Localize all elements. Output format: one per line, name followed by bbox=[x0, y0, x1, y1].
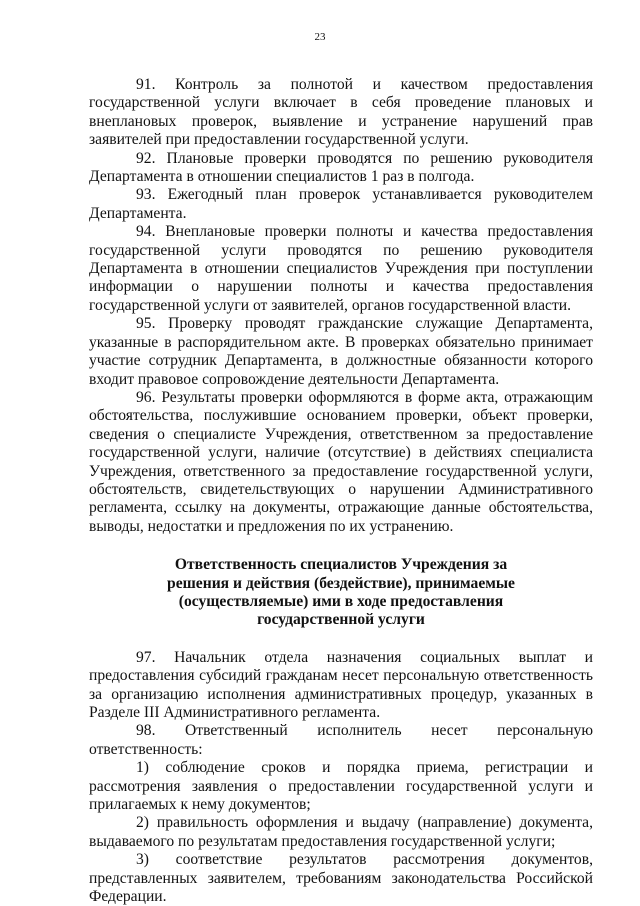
paragraph-95: 95. Проверку проводят гражданские служащие Департамента, указанные в распорядительном акте. В проверках обязательно принимает участие сотрудник Департамента, в должностные обязанности которого входит правовое сопровождение деятельности Департамента. bbox=[89, 315, 593, 388]
list-item-1: 1) соблюдение сроков и порядка приема, регистрации и рассмотрения заявления о предоставлении государственной услуги и прилагаемых к нему документов; bbox=[89, 759, 593, 814]
paragraph-97: 97. Начальник отдела назначения социальных выплат и предоставления субсидий гражданам несет персональную ответственность за организацию исполнения административных процедур, указанных в Разделе III Административного регламента. bbox=[89, 648, 593, 721]
list-item-2: 2) правильность оформления и выдачу (направление) документа, выдаваемого по результатам предоставления государственной услуги; bbox=[89, 814, 593, 850]
paragraph-92: 92. Плановые проверки проводятся по решению руководителя Департамента в отношении специалистов 1 раз в полгода. bbox=[89, 149, 593, 186]
paragraph-93: 93. Ежегодный план проверок устанавливается руководителем Департамента. bbox=[89, 186, 593, 222]
list-item-3: 3) соответствие результатов рассмотрения документов, представленных заявителем, требованиям законодательства Российской Федерации. bbox=[89, 851, 593, 906]
section-heading-line: решения и действия (бездействие), принимаемые bbox=[167, 574, 515, 592]
section-heading-line: (осуществляемые) ими в ходе предоставления bbox=[178, 592, 504, 610]
document-body bbox=[89, 76, 593, 906]
paragraph-96: 96. Результаты проверки оформляются в форме акта, отражающим обстоятельства, послужившие основанием проверки, объект проверки, сведения о специалисте Учреждения, ответственном за предоставление государственной услуги, наличие (отсутствие) в действиях специалиста Учреждения, ответственного за предоставление государственной услуги, обстоятельств, свидетельствующих о нарушении Административного регламента, ссылку на документы, отражающие данные обстоятельства, выводы, недостатки и предложения по их устранению. bbox=[89, 388, 593, 535]
section-heading bbox=[89, 556, 593, 630]
section-heading-line: государственной услуги bbox=[257, 611, 425, 629]
paragraph-94: 94. Внеплановые проверки полноты и качества предоставления государственной услуги проводятся по решению руководителя Департамента в отношении специалистов Учреждения при поступлении информации о нарушении полноты и качества предоставления государственной услуги от заявителей, органов государственной власти. bbox=[89, 223, 593, 314]
paragraph-98: 98. Ответственный исполнитель несет персональную ответственность: bbox=[89, 722, 593, 758]
section-heading-line: Ответственность специалистов Учреждения за bbox=[174, 556, 508, 574]
paragraph-91: 91. Контроль за полнотой и качеством предоставления государственной услуги включает в себя проведение плановых и внеплановых проверок, выявление и устранение нарушений прав заявителей при предоставлении государственной услуги. bbox=[89, 76, 593, 149]
page-number: 23 bbox=[314, 31, 326, 43]
